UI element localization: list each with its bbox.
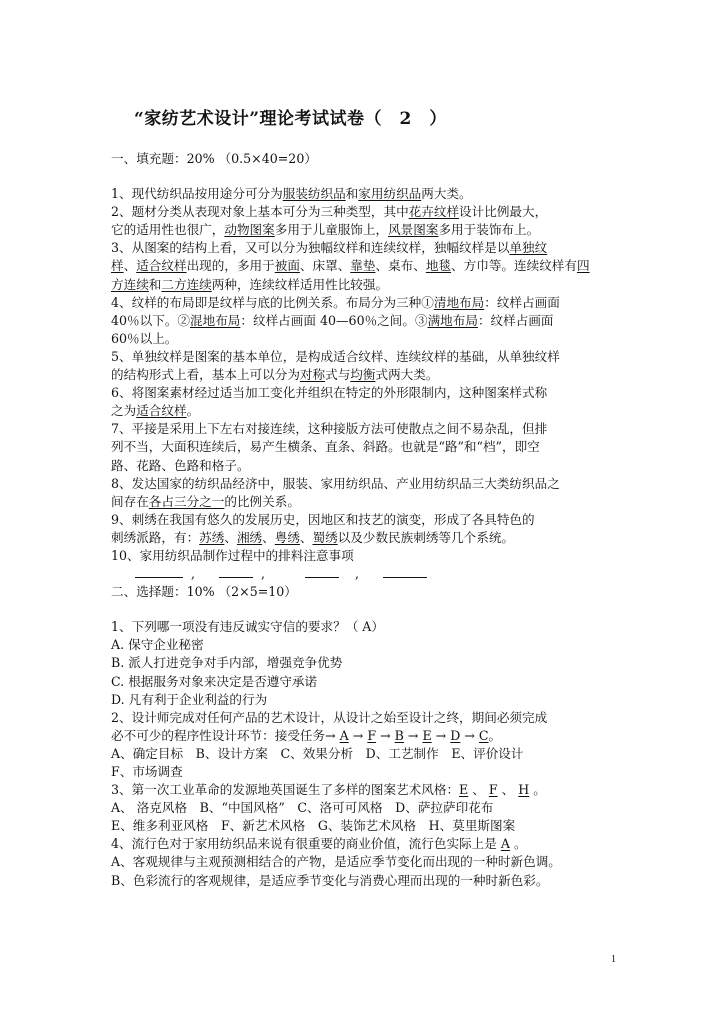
question-1-4-cont: 40％以下。②混地布局：纹样占画面 40—60％之间。③满地布局：纹样占画面 bbox=[111, 312, 554, 328]
question-1-9-cont: 刺绣派路，有：苏绣、湘绣、粤绣、蜀绣以及少数民族刺绣等几个系统。 bbox=[111, 529, 514, 545]
blank-2 bbox=[219, 565, 253, 578]
question-1-3: 3、从图案的结构上看，又可以分为独幅纹样和连续纹样，独幅纹样是以单独纹 bbox=[111, 240, 548, 256]
question-1-7-cont2: 路、花路、色路和格子。 bbox=[111, 457, 250, 473]
question-1-2-cont: 它的适用性也很广，动物图案多用于儿童服饰上，风景图案多用于装饰布上。 bbox=[111, 222, 540, 238]
question-1-5-cont: 的结构形式上看，基本上可以分为对称式与均衡式两大类。 bbox=[111, 367, 439, 383]
blank-3 bbox=[305, 565, 339, 578]
option-2-1-d: D. 凡有利于企业利益的行为 bbox=[111, 691, 268, 707]
option-2-1-c: C. 根据服务对象来决定是否遵守承诺 bbox=[111, 673, 318, 689]
question-1-1: 1、现代纺织品按用途分可分为服装纺织品和家用纺织品两大类。 bbox=[111, 186, 472, 202]
question-2-1: 1、下列哪一项没有违反诚实守信的要求？（ A） bbox=[111, 619, 384, 635]
question-1-7: 7、平接是采用上下左右对接连续，这种接版方法可使散点之间不易杂乱，但排 bbox=[111, 421, 548, 437]
question-1-10: 10、家用纺织品制作过程中的排料注意事项 bbox=[111, 547, 354, 563]
section-2-heading: 二、选择题：10% （2×5=10） bbox=[111, 584, 297, 600]
section-1-heading: 一、填充题：20% （0.5×40=20） bbox=[111, 151, 317, 166]
blank-4 bbox=[383, 565, 427, 578]
question-1-2: 2、题材分类从表现对象上基本可分为三种类型，其中花卉纹样设计比例最大， bbox=[111, 204, 548, 220]
options-2-3: A、 洛克风格 B、“中国风格” C、洛可可风格 D、萨拉萨印花布 bbox=[111, 800, 494, 816]
option-2-4-a: A、客观规律与主观预测相结合的产物，是适应季节变化而出现的一种时新色调。 bbox=[111, 854, 561, 870]
option-2-1-b: B. 派人打进竞争对手内部，增强竞争优势 bbox=[111, 655, 343, 671]
option-2-4-b: B、色彩流行的客观规律，是适应季节变化与消费心理而出现的一种时新色彩。 bbox=[111, 872, 549, 888]
question-2-3: 3、第一次工业革命的发源地英国诞生了多样的图案艺术风格：E 、 F 、 H 。 bbox=[111, 782, 546, 798]
question-1-6: 6、将图案素材经过适当加工变化并组织在特定的外形限制内，这种图案样式称 bbox=[111, 385, 548, 401]
question-1-3-cont2: 方连续和二方连续两种，连续纹样适用性比较强。 bbox=[111, 276, 389, 292]
question-1-5: 5、单独纹样是图案的基本单位，是构成适合纹样、连续纹样的基础，从单独纹样 bbox=[111, 348, 560, 364]
question-1-3-cont: 样、适合纹样出现的，多用于被面、床罩、靠垫、桌布、地毯、方巾等。连续纹样有四 bbox=[111, 258, 590, 274]
question-1-4: 4、纹样的布局即是纹样与底的比例关系。布局分为三种①清地布局：纹样占画面 bbox=[111, 294, 560, 310]
question-1-9: 9、刺绣在我国有悠久的发展历史，因地区和技艺的演变，形成了各具特色的 bbox=[111, 511, 535, 527]
exam-content bbox=[111, 150, 621, 890]
question-1-8: 8、发达国家的纺织品经济中，服装、家用纺织品、产业用纺织品三大类纺织品之 bbox=[111, 475, 560, 491]
question-2-2: 2、设计师完成对任何产品的艺术设计，从设计之始至设计之终，期间必须完成 bbox=[111, 709, 548, 725]
options-2-3-cont: E、维多利亚风格 F、新艺术风格 G、装饰艺术风格 H、莫里斯图案 bbox=[111, 818, 516, 834]
question-1-6-cont: 之为适合纹样。 bbox=[111, 403, 200, 419]
page-number: 1 bbox=[611, 954, 616, 965]
options-2-2-cont: F、市场调查 bbox=[111, 764, 183, 779]
options-2-2: A、确定目标 B、设计方案 C、效果分析 D、工艺制作 E、评价设计 bbox=[111, 745, 524, 761]
option-2-1-a: A. 保守企业秘密 bbox=[111, 637, 204, 653]
question-2-4: 4、流行色对于家用纺织品来说有很重要的商业价值，流行色实际上是 A 。 bbox=[111, 836, 527, 852]
question-1-10-blanks: , , , bbox=[111, 565, 621, 583]
question-2-2-cont: 必不可少的程序性设计环节：接受任务→ A → F → B → E → D → C。 bbox=[111, 727, 502, 743]
question-1-8-cont: 间存在各占三分之一的比例关系。 bbox=[111, 493, 300, 509]
question-1-4-cont2: 60％以上。 bbox=[111, 330, 178, 346]
exam-title: “家纺艺术设计”理论考试试卷（ 2 ） bbox=[134, 109, 447, 129]
blank-1 bbox=[135, 565, 183, 578]
question-1-7-cont: 列不当，大面积连续后，易产生横条、直条、斜路。也就是“路”和“档”，即空 bbox=[111, 439, 540, 455]
